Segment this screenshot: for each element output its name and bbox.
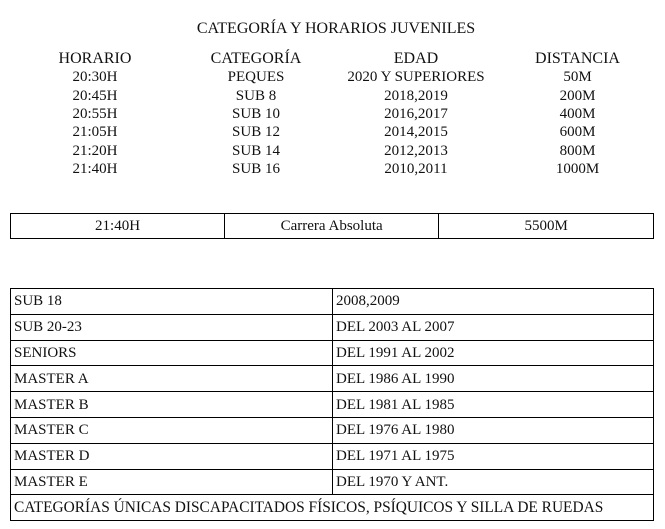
table-row bbox=[11, 340, 654, 366]
cell-categoria: SUB 12 bbox=[232, 124, 280, 141]
cell-distancia: 50M bbox=[563, 69, 592, 86]
table-row bbox=[11, 469, 654, 495]
header-distancia: DISTANCIA bbox=[535, 50, 620, 68]
cell-edad: 2010,2011 bbox=[384, 160, 448, 177]
table-row bbox=[11, 366, 654, 392]
cell-distancia: 800M bbox=[559, 142, 596, 159]
table-row bbox=[11, 289, 654, 315]
table-row bbox=[0, 87, 645, 105]
table-row bbox=[11, 392, 654, 418]
cell-categoria: SUB 18 bbox=[11, 289, 333, 315]
absolute-race-name: Carrera Absoluta bbox=[225, 214, 439, 239]
cell-distancia: 600M bbox=[559, 124, 596, 141]
table-row bbox=[11, 214, 654, 239]
table-row bbox=[0, 123, 645, 141]
cell-edad: 2008,2009 bbox=[333, 289, 654, 315]
table-row bbox=[0, 160, 645, 178]
table-row bbox=[0, 105, 645, 123]
cell-edad: DEL 1976 AL 1980 bbox=[333, 417, 654, 443]
cell-categoria: MASTER B bbox=[11, 392, 333, 418]
cell-distancia: 1000M bbox=[555, 160, 600, 177]
cell-horario: 20:55H bbox=[72, 106, 118, 123]
cell-horario: 21:05H bbox=[72, 124, 118, 141]
cell-categoria: MASTER E bbox=[11, 469, 333, 495]
cell-edad: DEL 1971 AL 1975 bbox=[333, 443, 654, 469]
cell-categoria: SENIORS bbox=[11, 340, 333, 366]
cell-edad: DEL 1981 AL 1985 bbox=[333, 392, 654, 418]
youth-schedule-table bbox=[0, 50, 645, 178]
cell-edad: DEL 1970 Y ANT. bbox=[333, 469, 654, 495]
header-edad: EDAD bbox=[393, 50, 439, 68]
absolute-race-distance: 5500M bbox=[439, 214, 654, 239]
cell-edad: 2012,2013 bbox=[384, 142, 448, 159]
cell-categoria: PEQUES bbox=[227, 69, 285, 86]
cell-categoria: MASTER D bbox=[11, 443, 333, 469]
cell-horario: 20:45H bbox=[72, 87, 118, 104]
cell-categoria: SUB 8 bbox=[235, 87, 277, 104]
cell-edad: 2014,2015 bbox=[384, 124, 448, 141]
cell-edad: 2020 Y SUPERIORES bbox=[347, 69, 485, 86]
absolute-race-table bbox=[10, 213, 654, 239]
cell-edad: DEL 2003 AL 2007 bbox=[333, 314, 654, 340]
absolute-race-time: 21:40H bbox=[11, 214, 225, 239]
cell-categoria: SUB 20-23 bbox=[11, 314, 333, 340]
cell-categoria: MASTER A bbox=[11, 366, 333, 392]
cell-categoria: SUB 16 bbox=[232, 160, 280, 177]
page-title: CATEGORÍA Y HORARIOS JUVENILES bbox=[196, 20, 476, 37]
table-footer-row bbox=[11, 495, 654, 521]
table-row bbox=[0, 68, 645, 86]
table-row bbox=[11, 314, 654, 340]
table-row bbox=[11, 443, 654, 469]
cell-categoria: SUB 14 bbox=[232, 142, 280, 159]
cell-edad: DEL 1991 AL 2002 bbox=[333, 340, 654, 366]
cell-horario: 20:30H bbox=[72, 69, 118, 86]
table-row bbox=[11, 417, 654, 443]
cell-horario: 21:20H bbox=[72, 142, 118, 159]
header-horario: HORARIO bbox=[58, 50, 132, 68]
table-row bbox=[0, 141, 645, 159]
cell-distancia: 200M bbox=[559, 87, 596, 104]
cell-edad: 2016,2017 bbox=[384, 106, 448, 123]
disability-categories-note: CATEGORÍAS ÚNICAS DISCAPACITADOS FÍSICOS, PSÍQUICOS Y SILLA DE RUEDAS bbox=[11, 495, 654, 521]
cell-distancia: 400M bbox=[559, 106, 596, 123]
cell-categoria: SUB 10 bbox=[232, 106, 280, 123]
cell-edad: DEL 1986 AL 1990 bbox=[333, 366, 654, 392]
header-categoria: CATEGORÍA bbox=[210, 50, 302, 68]
cell-categoria: MASTER C bbox=[11, 417, 333, 443]
categories-table bbox=[10, 288, 654, 521]
table-header-row bbox=[0, 50, 645, 68]
cell-horario: 21:40H bbox=[72, 160, 118, 177]
cell-edad: 2018,2019 bbox=[384, 87, 448, 104]
